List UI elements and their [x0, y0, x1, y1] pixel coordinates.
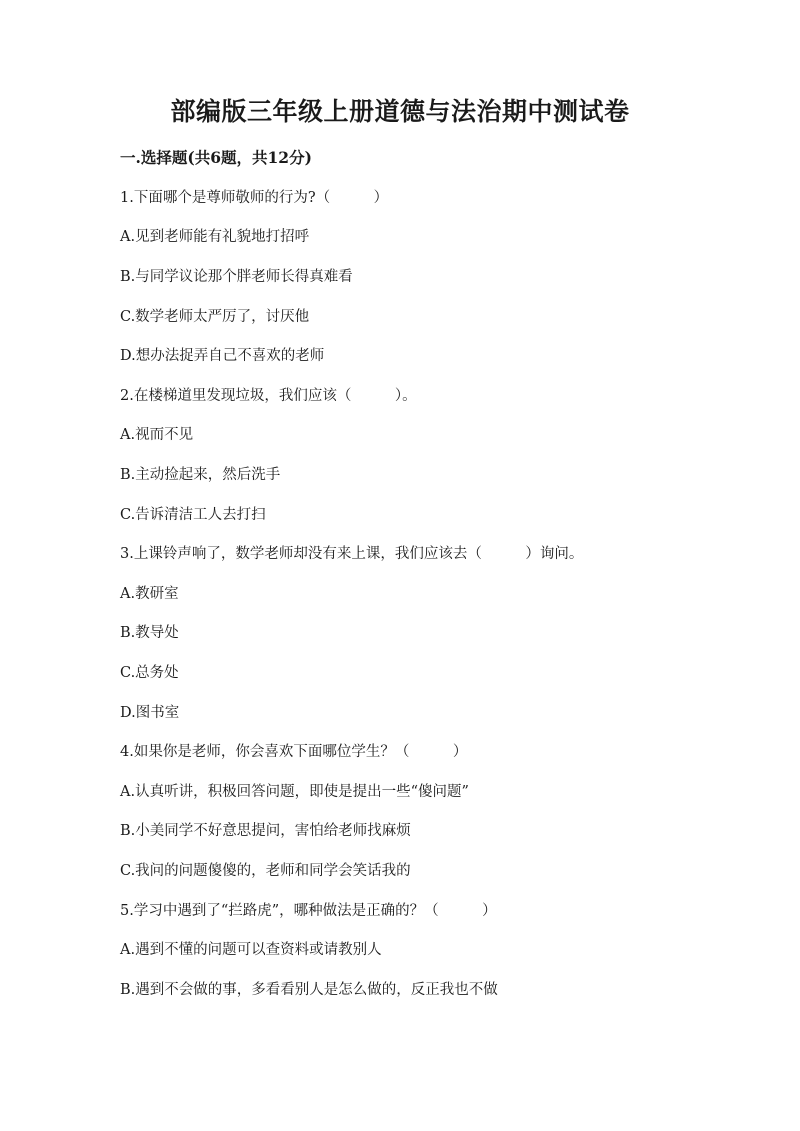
question-2: 2.在楼梯道里发现垃圾，我们应该（ ）。	[120, 388, 417, 404]
option-3d: D.图书室	[120, 705, 180, 721]
question-3: 3.上课铃声响了，数学老师却没有来上课，我们应该去（ ）询问。	[120, 546, 584, 562]
option-1c: C.数学老师太严厉了，讨厌他	[120, 309, 310, 325]
question-4: 4.如果你是老师，你会喜欢下面哪位学生？（ ）	[120, 744, 468, 760]
option-1b: B.与同学议论那个胖老师长得真难看	[120, 269, 353, 285]
question-1: 1.下面哪个是尊师敬师的行为?（ ）	[120, 190, 389, 206]
option-2c: C.告诉清洁工人去打扫	[120, 507, 266, 523]
option-5a: A.遇到不懂的问题可以查资料或请教别人	[120, 942, 382, 958]
option-3c: C.总务处	[120, 665, 179, 681]
option-2a: A.视而不见	[120, 427, 194, 443]
option-2b: B.主动捡起来，然后洗手	[120, 467, 281, 483]
option-4c: C.我问的问题傻傻的，老师和同学会笑话我的	[120, 863, 411, 879]
section-header: 一.选择题(共6题，共12分)	[120, 148, 312, 167]
option-1a: A.见到老师能有礼貌地打招呼	[120, 229, 310, 245]
option-4b: B.小美同学不好意思提问，害怕给老师找麻烦	[120, 823, 411, 839]
page-title: 部编版三年级上册道德与法治期中测试卷	[170, 97, 630, 126]
option-1d: D.想办法捉弄自己不喜欢的老师	[120, 348, 325, 364]
option-4a: A.认真听讲，积极回答问题，即使是提出一些“傻问题”	[120, 784, 469, 800]
question-5: 5.学习中遇到了“拦路虎”，哪种做法是正确的？（ ）	[120, 903, 497, 919]
option-5b: B.遇到不会做的事，多看看别人是怎么做的，反正我也不做	[120, 982, 498, 998]
option-3a: A.教研室	[120, 586, 179, 602]
option-3b: B.教导处	[120, 625, 179, 641]
